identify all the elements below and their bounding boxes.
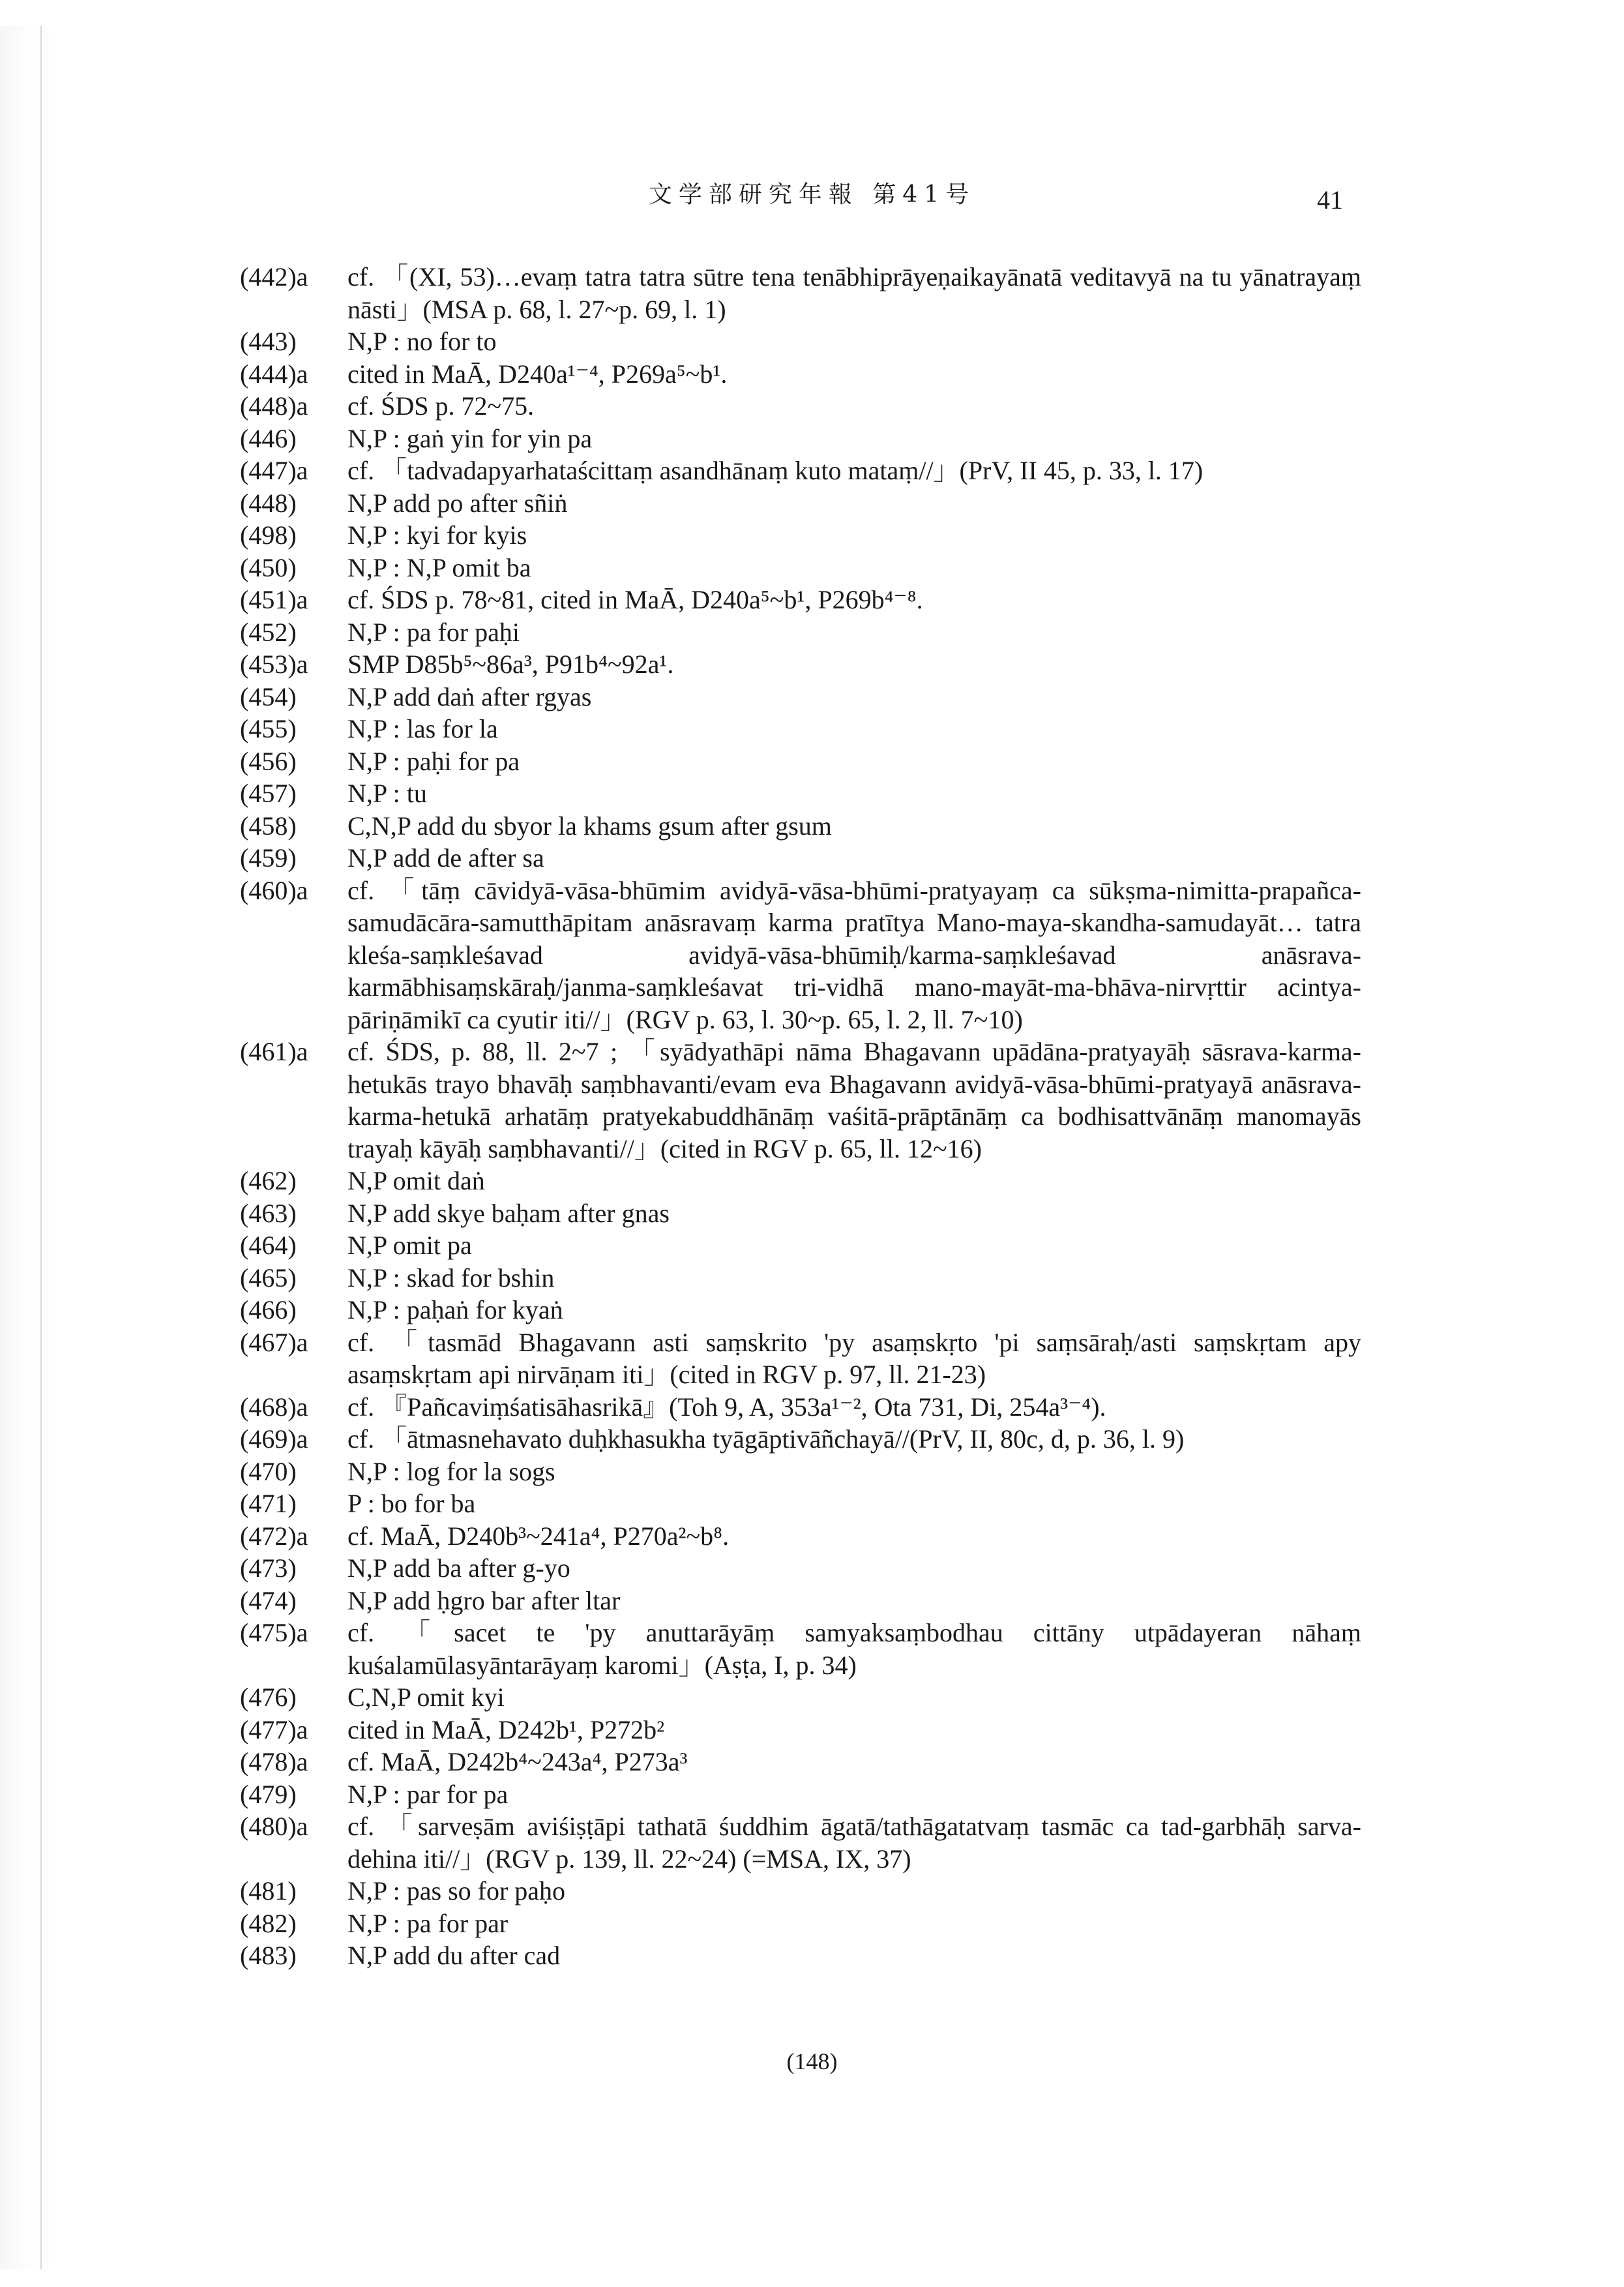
note-item [240,1326,1361,1391]
note-item [240,713,1361,745]
note-text: cf. ŚDS p. 78~81, cited in MaĀ, D240a⁵~b¹, P269b⁴⁻⁸. [347,585,923,614]
note-text: cf. 「tadvadapyarhataścittaṃ asandhānaṃ kuto mataṃ//」(PrV, II 45, p. 33, l. 17) [347,456,1203,485]
note-label: (443) [240,327,297,356]
note-item [240,325,1361,358]
note-item [240,648,1361,681]
note-item [240,810,1361,843]
note-text: cf. 「(XI, 53)…evaṃ tatra tatra sūtre tena tenābhiprāyeṇaikayānatā veditavyā na tu yānatrayaṃ nāsti」(MSA p. 68, l. 27~p. 69, l. 1) [347,262,1361,324]
note-text: SMP D85b⁵~86a³, P91b⁴~92a¹. [347,650,674,679]
note-label: (460)a [240,875,308,905]
note-item [240,745,1361,778]
note-text: N,P : no for to [347,327,497,356]
note-text: N,P add ba after g-yo [347,1553,570,1583]
note-item [240,1939,1361,1972]
note-label: (466) [240,1295,297,1324]
note-text: cf. 「sacet te 'py anuttarāyāṃ samyaksaṃbodhau cittāny utpādayeran nāhaṃ kuśalamūlasyāntarāyaṃ karomi」(Aṣṭa, I, p. 34) [347,1618,1361,1680]
note-label: (450) [240,552,297,582]
note-item [240,455,1361,487]
note-label: (463) [240,1198,297,1228]
note-item [240,1617,1361,1681]
note-text: N,P omit pa [347,1231,472,1260]
note-item [240,487,1361,520]
note-label: (472)a [240,1521,308,1551]
note-item [240,519,1361,552]
note-item [240,1391,1361,1424]
note-label: (468)a [240,1392,308,1422]
note-text: N,P omit daṅ [347,1166,485,1195]
note-item [240,1197,1361,1230]
note-item [240,1229,1361,1262]
note-item [240,358,1361,391]
note-item [240,1456,1361,1488]
note-label: (498) [240,520,297,550]
note-item [240,1165,1361,1197]
note-item [240,842,1361,874]
note-text: N,P : N,P omit ba [347,552,531,582]
note-text: cf. ŚDS p. 72~75. [347,391,535,421]
note-item [240,1778,1361,1811]
note-text: cf. 「tasmād Bhagavann asti saṃskrito 'py asaṃskṛto 'pi saṃsāraḥ/asti saṃskṛtam apy asaṃskṛtam api nirvāṇam iti」(cited in RGV p. 97, ll. 21-23) [347,1327,1361,1389]
note-item [240,390,1361,423]
note-item [240,681,1361,713]
note-label: (478)a [240,1747,308,1776]
binding-line [40,26,42,2269]
folio-number: (148) [786,2048,838,2074]
note-item [240,1907,1361,1940]
note-text: N,P : paḥaṅ for kyaṅ [347,1295,563,1324]
note-label: (452) [240,617,297,647]
note-item [240,1294,1361,1326]
page-number: 41 [1317,185,1343,215]
note-label: (444)a [240,359,308,389]
note-text: N,P add de after sa [347,843,544,873]
note-text: N,P : pas so for paḥo [347,1876,566,1906]
note-item [240,1875,1361,1907]
note-label: (464) [240,1231,297,1260]
note-text: cf. ŚDS, p. 88, ll. 2~7 ; 「syādyathāpi nāma Bhagavann upādāna-pratyayāḥ sāsrava-karma-hetukās trayo bhavāḥ saṃbhavanti/evam eva Bhagavann avidyā-vāsa-bhūmi-pratyayā anāsrava-karma-hetukā arhatāṃ pratyekabuddhānāṃ vaśitā-prāptānāṃ ca bodhisattvānāṃ manomayās trayaḥ kāyāḥ saṃbhavanti//」(cited in RGV p. 65, ll. 12~16) [347,1037,1361,1163]
note-item [240,423,1361,455]
note-label: (475)a [240,1618,308,1647]
note-label: (483) [240,1941,297,1970]
note-item [240,1714,1361,1746]
note-text: cf. 『Pañcaviṃśatisāhasrikā』(Toh 9, A, 353a¹⁻², Ota 731, Di, 254a³⁻⁴). [347,1392,1106,1422]
note-label: (451)a [240,585,308,614]
note-item [240,1520,1361,1553]
note-text: cf. MaĀ, D240b³~241a⁴, P270a²~b⁸. [347,1521,730,1551]
notes-list [240,261,1361,1972]
note-item [240,1810,1361,1875]
note-label: (479) [240,1779,297,1809]
note-label: (471) [240,1489,297,1518]
note-item [240,874,1361,1036]
note-text: N,P : gaṅ yin for yin pa [347,423,593,453]
note-text: cf. 「tāṃ cāvidyā-vāsa-bhūmim avidyā-vāsa-bhūmi-pratyayaṃ ca sūkṣma-nimitta-prapañca-samudācāra-samutthāpitam anāsravaṃ karma pratītya Mano-maya-skandha-samudayāt… tatra kleśa-saṃkleśavad avidyā-vāsa-bhūmiḥ/karma-saṃkleśavad anāsrava-karmābhisaṃskāraḥ/janma-saṃkleśavat tri-vidhā mano-mayāt-ma-bhāva-nirvṛttir acintya-pāriṇāmikī ca cyutir iti//」(RGV p. 63, l. 30~p. 65, l. 2, ll. 7~10) [347,875,1361,1034]
note-text: N,P add du after cad [347,1941,561,1970]
note-text: N,P : pa for par [347,1908,509,1938]
note-text: C,N,P add du sbyor la khams gsum after gsum [347,811,832,841]
note-item [240,777,1361,810]
note-label: (442)a [240,262,308,291]
note-text: N,P add ḥgro bar after ltar [347,1585,621,1615]
note-item [240,1552,1361,1585]
note-label: (473) [240,1553,297,1583]
note-label: (461)a [240,1037,308,1066]
note-item [240,1487,1361,1520]
note-label: (459) [240,843,297,873]
running-title: 文学部研究年報 第41号 [648,181,976,208]
note-text: C,N,P omit kyi [347,1682,505,1712]
note-item [240,616,1361,649]
note-item [240,552,1361,584]
note-label: (482) [240,1908,297,1938]
note-label: (448)a [240,391,308,421]
note-item [240,1036,1361,1165]
note-text: cf. 「sarveṣām aviśiṣṭāpi tathatā śuddhim āgatā/tathāgatatvaṃ tasmāc ca tad-garbhāḥ sarva-dehina iti//」(RGV p. 139, ll. 22~24) (=MSA, IX, 37) [347,1812,1361,1874]
note-text: P : bo for ba [347,1489,476,1518]
note-text: N,P : log for la sogs [347,1456,555,1486]
note-text: cf. MaĀ, D242b⁴~243a⁴, P273a³ [347,1747,688,1776]
note-text: N,P add po after sñiṅ [347,488,568,518]
note-label: (458) [240,811,297,841]
binding-shadow [0,26,59,2269]
note-item [240,1262,1361,1294]
note-item [240,584,1361,616]
note-label: (470) [240,1456,297,1486]
note-text: N,P : paḥi for pa [347,746,520,776]
note-label: (456) [240,746,297,776]
note-item [240,1746,1361,1778]
note-label: (481) [240,1876,297,1906]
note-text: cf. 「ātmasnehavato duḥkhasukha tyāgāptivāñchayā//(PrV, II, 80c, d, p. 36, l. 9) [347,1424,1185,1454]
note-label: (453)a [240,650,308,679]
note-text: N,P : las for la [347,714,498,743]
note-label: (462) [240,1166,297,1195]
note-text: N,P : pa for paḥi [347,617,520,647]
note-label: (455) [240,714,297,743]
note-label: (474) [240,1585,297,1615]
note-label: (477)a [240,1714,308,1744]
note-text: N,P : par for pa [347,1779,509,1809]
note-label: (465) [240,1263,297,1293]
note-label: (480)a [240,1812,308,1841]
note-label: (476) [240,1682,297,1712]
note-label: (457) [240,779,297,808]
note-label: (446) [240,423,297,453]
note-text: N,P : skad for bshin [347,1263,555,1293]
note-text: cited in MaĀ, D240a¹⁻⁴, P269a⁵~b¹. [347,359,728,389]
note-text: N,P : tu [347,779,427,808]
note-text: cited in MaĀ, D242b¹, P272b² [347,1714,665,1744]
note-label: (467)a [240,1327,308,1357]
note-text: N,P add daṅ after rgyas [347,681,592,711]
note-label: (469)a [240,1424,308,1454]
note-item [240,1585,1361,1617]
note-item [240,1681,1361,1714]
note-item [240,1423,1361,1456]
note-text: N,P : kyi for kyis [347,520,527,550]
note-text: N,P add skye baḥam after gnas [347,1198,670,1228]
note-item [240,261,1361,325]
note-label: (447)a [240,456,308,485]
note-label: (454) [240,681,297,711]
note-label: (448) [240,488,297,518]
